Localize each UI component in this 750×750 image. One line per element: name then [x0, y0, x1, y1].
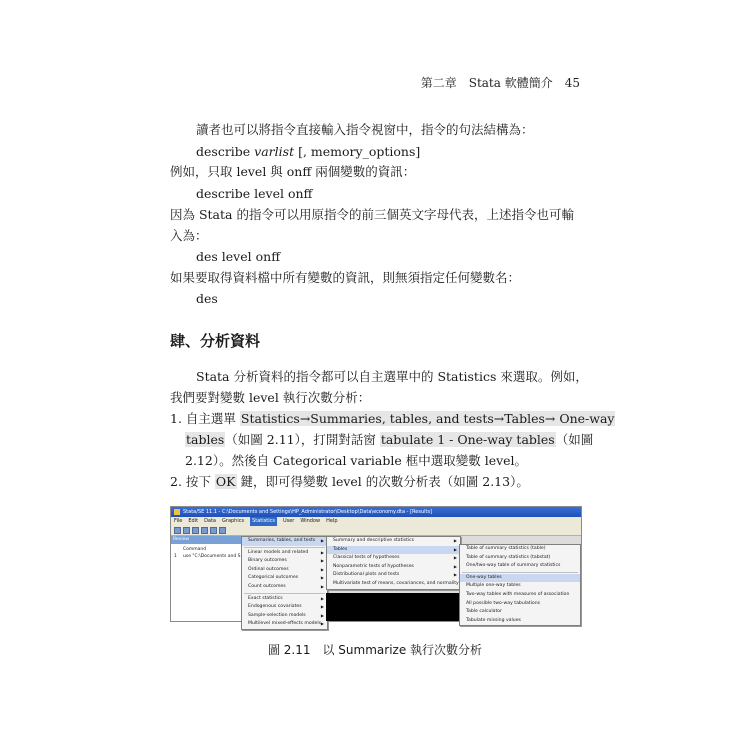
- menu-file[interactable]: File: [174, 518, 183, 524]
- menu-item-one-two-way-summary[interactable]: One/two-way table of summary statistics: [466, 563, 561, 569]
- menu-separator: [462, 572, 578, 573]
- command-example-2: des level onff: [196, 249, 281, 264]
- menu-graphics[interactable]: Graphics: [222, 518, 245, 524]
- syntax-options: [, memory_options]: [294, 144, 421, 159]
- syntax-line: [196, 143, 420, 161]
- figure-caption: 圖 2.11 以 Summarize 執行次數分析: [267, 643, 483, 657]
- menu-item-linear-models[interactable]: Linear models and related ▶: [242, 549, 327, 558]
- step-1-line-2: [185, 431, 593, 449]
- print-icon[interactable]: [192, 527, 199, 534]
- menu-item-all-two-way[interactable]: All possible two-way tabulations: [466, 600, 541, 606]
- menu-item-endogenous[interactable]: Endogenous covariates ▶: [242, 603, 327, 612]
- menu-user[interactable]: User: [282, 518, 295, 524]
- menu-item-table-calculator[interactable]: Table calculator: [466, 609, 502, 615]
- menu-item-two-way-association[interactable]: Two-way tables with measures of association: [466, 591, 570, 597]
- menu-separator: [244, 593, 325, 594]
- menu-item-nonparametric-tests[interactable]: Nonparametric tests of hypotheses ▶: [327, 563, 460, 572]
- menu-item-multivariate-tests[interactable]: Multivariate test of means, covariances, and normality: [333, 580, 459, 586]
- submenu-arrow-icon: ▶: [320, 621, 324, 627]
- graph-icon[interactable]: [219, 527, 226, 534]
- menu-path-highlight: Statistics→Summaries, tables, and tests→Tables→ One-way: [240, 411, 615, 426]
- step-1-prefix: 自主選單: [185, 411, 240, 426]
- menu-item-tables[interactable]: Tables ▶: [327, 546, 460, 555]
- step-1-end: （如圖: [555, 432, 594, 447]
- tables-highlight: tables: [186, 432, 225, 447]
- submenu-arrow-icon: ▶: [320, 583, 324, 589]
- review-row-index: 1: [174, 554, 177, 559]
- menu-item-count[interactable]: Count outcomes ▶: [242, 583, 327, 592]
- syntax-command: describe: [196, 144, 255, 159]
- menu-item-summaries[interactable]: Summaries, tables, and tests ▶: [242, 537, 327, 546]
- stata-window-title: Stata/SE 11.1 - C:\Documents and Settings\HP_Administrator\Desktop\Data\economy.dta - [Results]: [183, 509, 433, 515]
- submenu-arrow-icon: ▶: [320, 549, 324, 555]
- menu-item-summary-descriptive[interactable]: Summary and descriptive statistics ▶: [327, 537, 460, 546]
- menu-item-categorical[interactable]: Categorical outcomes ▶: [242, 574, 327, 583]
- menu-item-distributional-plots[interactable]: Distributional plots and tests ▶: [327, 571, 460, 580]
- menu-item-ordinal[interactable]: Ordinal outcomes ▶: [242, 566, 327, 575]
- stata-menubar: [171, 517, 581, 526]
- stata-toolbar: [171, 526, 581, 536]
- submenu-arrow-icon: ▶: [453, 538, 457, 543]
- submenu-arrow-icon: ▶: [453, 572, 457, 578]
- tables-submenu: [459, 544, 581, 626]
- paragraph-analysis-1: Stata 分析資料的指令都可以自主選單中的 Statistics 來選取。例如，: [196, 369, 588, 384]
- submenu-arrow-icon: ▶: [320, 612, 324, 618]
- menu-separator: [244, 547, 325, 548]
- menu-item-exact[interactable]: Exact statistics ▶: [242, 595, 327, 604]
- stata-screenshot: [170, 506, 582, 627]
- submenu-arrow-icon: ▶: [320, 595, 324, 601]
- paragraph-abbrev-1: 因為 Stata 的指令可以用原指令的前三個英文字母代表，上述指令也可輸: [170, 207, 574, 222]
- menu-item-tabstat[interactable]: Table of summary statistics (tabstat): [466, 554, 551, 560]
- step-1-mid: （如圖 2.11），打開對話窗: [225, 432, 380, 447]
- paragraph-abbrev-2: 入為：: [170, 228, 208, 243]
- open-icon[interactable]: [174, 527, 181, 534]
- command-example-1: describe level onff: [196, 186, 313, 201]
- menu-statistics[interactable]: Statistics: [252, 518, 275, 524]
- submenu-arrow-icon: ▶: [320, 575, 324, 581]
- command-example-3: des: [196, 291, 218, 306]
- menu-item-table-summary[interactable]: Table of summary statistics (table): [466, 546, 546, 551]
- submenu-arrow-icon: ▶: [320, 604, 324, 610]
- review-pane: [171, 544, 242, 621]
- running-header: 第二章 Stata 軟體簡介 45: [420, 76, 580, 90]
- dialog-name-highlight: tabulate 1 - One-way tables: [380, 432, 555, 447]
- menu-item-classical-tests[interactable]: Classical tests of hypotheses ▶: [327, 554, 460, 563]
- review-header: Review: [171, 536, 241, 544]
- menu-help[interactable]: Help: [326, 518, 338, 524]
- step-2-prefix: 按下: [185, 474, 215, 489]
- paragraph-syntax-intro: 讀者也可以將指令直接輸入指令視窗中，指令的句法結構為：: [196, 122, 534, 137]
- section-heading: 肆、分析資料: [170, 332, 261, 350]
- submenu-arrow-icon: ▶: [320, 558, 324, 564]
- submenu-arrow-icon: ▶: [453, 546, 457, 552]
- menu-edit[interactable]: Edit: [188, 518, 199, 524]
- menu-window[interactable]: Window: [300, 518, 321, 524]
- summaries-submenu: [326, 536, 461, 590]
- menu-data[interactable]: Data: [204, 518, 217, 524]
- save-icon[interactable]: [183, 527, 190, 534]
- menu-item-one-way-tables[interactable]: One-way tables: [460, 574, 580, 583]
- menu-item-sample-selection[interactable]: Sample-selection models ▶: [242, 612, 327, 621]
- menu-item-binary[interactable]: Binary outcomes ▶: [242, 557, 327, 566]
- review-col-header: Command: [183, 547, 207, 552]
- step-2-line: [170, 473, 529, 491]
- submenu-arrow-icon: ▶: [453, 555, 457, 561]
- submenu-arrow-icon: ▶: [320, 538, 324, 543]
- menu-item-multiple-one-way[interactable]: Multiple one-way tables: [466, 583, 521, 589]
- submenu-arrow-icon: ▶: [320, 566, 324, 572]
- paragraph-example: 例如，只取 level 與 onff 兩個變數的資訊：: [170, 164, 416, 179]
- stata-titlebar: [171, 507, 581, 517]
- step-1-number: 1.: [170, 411, 182, 426]
- step-1-line-3: 2.12）。然後自 Categorical variable 框中選取變數 level。: [185, 453, 528, 468]
- paragraph-analysis-2: 我們要對變數 level 執行次數分析：: [170, 390, 371, 405]
- results-window-background: [326, 593, 459, 621]
- paragraph-all-vars: 如果要取得資料檔中所有變數的資訊，則無須指定任何變數名：: [170, 270, 521, 285]
- syntax-varlist: varlist: [254, 144, 295, 159]
- step-2-suffix: 鍵，即可得變數 level 的次數分析表（如圖 2.13）。: [236, 474, 529, 489]
- submenu-arrow-icon: ▶: [453, 563, 457, 569]
- log-icon[interactable]: [201, 527, 208, 534]
- review-row-command[interactable]: use "C:\Documents and S: [183, 554, 241, 559]
- stata-app-icon: [174, 509, 180, 515]
- step-2-number: 2.: [170, 474, 182, 489]
- ok-highlight: OK: [215, 474, 236, 489]
- viewer-icon[interactable]: [210, 527, 217, 534]
- menu-item-tabulate-missing[interactable]: Tabulate missing values: [466, 617, 521, 623]
- menu-item-multilevel[interactable]: Multilevel mixed-effects models ▶: [242, 620, 327, 629]
- step-1-line-1: [170, 410, 615, 428]
- statistics-menu: [241, 536, 328, 630]
